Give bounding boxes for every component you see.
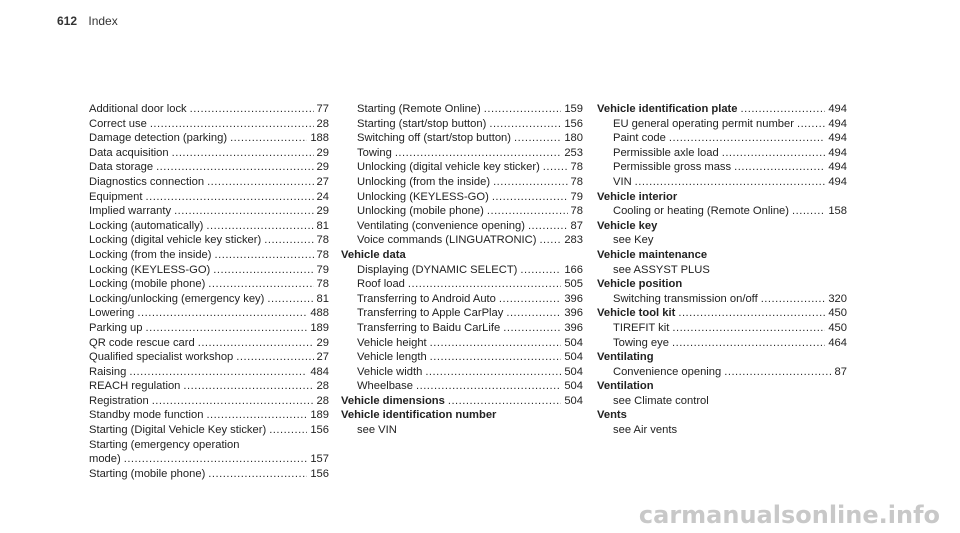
index-entry (597, 233, 847, 248)
page-ref: 79 (316, 263, 329, 276)
page-ref: 283 (564, 234, 583, 247)
leader-dots (230, 131, 307, 146)
leader-dots (236, 350, 313, 365)
page-ref: 78 (316, 248, 329, 261)
index-term: Unlocking (digital vehicle key sticker) (357, 161, 540, 174)
page-ref: 505 (564, 278, 583, 291)
page-ref: 166 (564, 263, 583, 276)
index-entry (341, 204, 583, 219)
index-term: Vehicle length (357, 351, 427, 364)
leader-dots (208, 277, 313, 292)
leader-dots (146, 321, 308, 336)
page-ref: 504 (564, 394, 583, 407)
leader-dots (484, 102, 562, 117)
page-number: 612 (57, 14, 78, 28)
index-term: Data acquisition (89, 146, 169, 159)
page-ref: 180 (564, 132, 583, 145)
page-ref: 28 (316, 380, 329, 393)
leader-dots (183, 379, 313, 394)
index-term: Wheelbase (357, 380, 413, 393)
index-entry (597, 131, 847, 146)
index-entry (89, 146, 329, 161)
leader-dots (150, 117, 314, 132)
leader-dots (408, 277, 561, 292)
index-entry (341, 160, 583, 175)
page-ref: 189 (310, 409, 329, 422)
leader-dots (124, 452, 308, 467)
index-term: Locking (mobile phone) (89, 278, 206, 291)
index-term: Vehicle dimensions (341, 394, 445, 407)
index-entry (89, 248, 329, 263)
leader-dots (543, 160, 568, 175)
index-term: Towing eye (613, 336, 669, 349)
index-term: see VIN (357, 424, 397, 437)
index-term: Unlocking (from the inside) (357, 175, 491, 188)
index-entry (341, 321, 583, 336)
leader-dots (635, 175, 826, 190)
leader-dots (761, 292, 826, 307)
index-term: Starting (mobile phone) (89, 467, 206, 480)
page-ref: 87 (834, 365, 847, 378)
index-column-2 (341, 102, 583, 438)
page-ref: 159 (564, 103, 583, 115)
index-entry (89, 131, 329, 146)
leader-dots (514, 131, 561, 146)
index-entry (89, 160, 329, 175)
page-ref: 29 (316, 146, 329, 159)
index-entry (597, 102, 847, 117)
index-term: see Key (613, 234, 654, 247)
index-entry (597, 204, 847, 219)
leader-dots (190, 102, 314, 117)
leader-dots (146, 190, 314, 205)
index-term: Starting (Remote Online) (357, 103, 481, 115)
index-term: Locking (from the inside) (89, 248, 212, 261)
index-term: Vehicle width (357, 365, 423, 378)
leader-dots (206, 408, 307, 423)
index-entry (341, 175, 583, 190)
page-ref: 494 (828, 161, 847, 174)
page-ref: 396 (564, 307, 583, 320)
leader-dots (672, 336, 825, 351)
page-ref: 81 (316, 292, 329, 305)
leader-dots (416, 379, 561, 394)
index-term: Transferring to Android Auto (357, 292, 496, 305)
index-column-3 (597, 102, 847, 438)
index-column-1 (89, 102, 329, 481)
index-entry (341, 117, 583, 132)
index-entry (89, 321, 329, 336)
leader-dots (499, 292, 561, 307)
index-term: EU general operating permit number (613, 117, 794, 130)
index-term: Roof load (357, 278, 405, 291)
index-term: Switching off (start/stop button) (357, 132, 512, 145)
page-ref: 81 (316, 219, 329, 232)
index-entry (89, 175, 329, 190)
page-ref: 78 (570, 205, 583, 218)
page-ref: 24 (316, 190, 329, 203)
index-term: Data storage (89, 161, 154, 174)
leader-dots (503, 321, 561, 336)
index-entry (341, 292, 583, 307)
page-ref: 78 (570, 175, 583, 188)
index-term: Ventilation (597, 380, 654, 393)
index-entry (597, 306, 847, 321)
page-ref: 78 (316, 278, 329, 291)
index-entry (89, 408, 329, 423)
leader-dots (156, 160, 313, 175)
index-term: Vehicle position (597, 278, 683, 291)
leader-dots (267, 292, 313, 307)
index-term: Voice commands (LINGUATRONIC) (357, 234, 537, 247)
page-ref: 450 (828, 307, 847, 320)
index-term: Damage detection (parking) (89, 132, 228, 145)
index-entry (597, 160, 847, 175)
index-entry (89, 277, 329, 292)
watermark: carmanualsonline.info (638, 501, 940, 529)
index-term: Transferring to Apple CarPlay (357, 307, 504, 320)
index-entry (341, 219, 583, 234)
index-entry (597, 146, 847, 161)
index-entry (597, 350, 847, 365)
index-term: Switching transmission on/off (613, 292, 758, 305)
index-term: Cooling or heating (Remote Online) (613, 205, 789, 218)
index-entry (89, 190, 329, 205)
leader-dots (448, 394, 561, 409)
page-ref: 253 (564, 146, 583, 159)
index-term: Vehicle data (341, 248, 406, 261)
index-term: Permissible axle load (613, 146, 719, 159)
leader-dots (174, 204, 313, 219)
leader-dots (520, 263, 561, 278)
index-term: Permissible gross mass (613, 161, 732, 174)
index-entry (341, 365, 583, 380)
page-ref: 484 (310, 365, 329, 378)
index-entry (341, 146, 583, 161)
leader-dots (792, 204, 825, 219)
index-entry (89, 467, 329, 482)
leader-dots (395, 146, 562, 161)
section-title: Index (88, 14, 118, 28)
leader-dots (741, 102, 826, 117)
page-ref: 494 (828, 103, 847, 115)
index-term: Registration (89, 394, 149, 407)
index-term: Displaying (DYNAMIC SELECT) (357, 263, 518, 276)
index-term: Vehicle key (597, 219, 658, 232)
index-entry (89, 394, 329, 409)
index-entry (341, 131, 583, 146)
index-entry (89, 379, 329, 394)
index-entry (597, 190, 847, 205)
index-term: Correct use (89, 117, 147, 130)
index-entry (597, 336, 847, 351)
index-entry (597, 408, 847, 423)
page-header (57, 14, 118, 28)
index-term: Additional door lock (89, 103, 187, 115)
index-term: Locking (KEYLESS-GO) (89, 263, 211, 276)
leader-dots (207, 175, 313, 190)
page-ref: 494 (828, 175, 847, 188)
leader-dots (506, 306, 561, 321)
index-entry (597, 263, 847, 278)
page-ref: 504 (564, 365, 583, 378)
index-entry (341, 233, 583, 248)
page-ref: 189 (310, 321, 329, 334)
index-entry (89, 263, 329, 278)
leader-dots (797, 117, 825, 132)
leader-dots (206, 219, 313, 234)
index-entry (89, 233, 329, 248)
index-entry (597, 394, 847, 409)
index-term: Vehicle interior (597, 190, 678, 203)
index-entry (89, 452, 329, 467)
index-entry (89, 102, 329, 117)
index-entry (597, 277, 847, 292)
index-entry (597, 175, 847, 190)
index-term: TIREFIT kit (613, 321, 670, 334)
index-term: Qualified specialist workshop (89, 351, 234, 364)
page-ref: 494 (828, 146, 847, 159)
index-term: Locking/unlocking (emergency key) (89, 292, 265, 305)
index-term: QR code rescue card (89, 336, 195, 349)
page-ref: 504 (564, 351, 583, 364)
page-ref: 29 (316, 336, 329, 349)
index-term: see ASSYST PLUS (613, 263, 710, 276)
index-entry (89, 350, 329, 365)
index-entry (597, 423, 847, 438)
leader-dots (198, 336, 314, 351)
page-ref: 29 (316, 161, 329, 174)
index-term: Implied warranty (89, 205, 172, 218)
leader-dots (129, 365, 307, 380)
page-ref: 79 (570, 190, 583, 203)
leader-dots (489, 117, 561, 132)
index-term: Equipment (89, 190, 143, 203)
index-entry (597, 365, 847, 380)
index-term: Unlocking (KEYLESS-GO) (357, 190, 489, 203)
page-ref: 156 (310, 467, 329, 480)
leader-dots (493, 175, 567, 190)
index-term: Raising (89, 365, 127, 378)
page-ref: 29 (316, 205, 329, 218)
index-term: Convenience opening (613, 365, 722, 378)
page-ref: 157 (310, 453, 329, 466)
leader-dots (722, 146, 826, 161)
index-term: Locking (automatically) (89, 219, 204, 232)
index-entry (341, 350, 583, 365)
index-term: Vehicle identification number (341, 409, 497, 422)
page-ref: 158 (828, 205, 847, 218)
index-term: Paint code (613, 132, 666, 145)
leader-dots (213, 263, 313, 278)
index-term: Starting (emergency operation (89, 438, 240, 451)
index-term: Diagnostics connection (89, 175, 205, 188)
index-term: Standby mode function (89, 409, 204, 422)
leader-dots (208, 467, 307, 482)
index-entry (341, 102, 583, 117)
index-term: Vehicle identification plate (597, 103, 738, 115)
index-entry (597, 248, 847, 263)
leader-dots (137, 306, 307, 321)
index-entry (597, 321, 847, 336)
index-term: Ventilating (convenience opening) (357, 219, 525, 232)
leader-dots (724, 365, 831, 380)
index-term: Starting (Digital Vehicle Key sticker) (89, 424, 267, 437)
index-entry (341, 306, 583, 321)
page-ref: 188 (310, 132, 329, 145)
index-term: Vehicle tool kit (597, 307, 676, 320)
index-entry (89, 292, 329, 307)
page-ref: 78 (316, 234, 329, 247)
page-ref: 488 (310, 307, 329, 320)
index-term: REACH regulation (89, 380, 181, 393)
leader-dots (215, 248, 314, 263)
index-term: VIN (613, 175, 632, 188)
index-term: Parking up (89, 321, 143, 334)
leader-dots (264, 233, 313, 248)
index-term: Lowering (89, 307, 135, 320)
page-ref: 494 (828, 117, 847, 130)
index-entry (89, 423, 329, 438)
page-ref: 504 (564, 336, 583, 349)
page-ref: 450 (828, 321, 847, 334)
index-entry (89, 204, 329, 219)
index-term: Ventilating (597, 351, 654, 364)
index-term: see Climate control (613, 394, 709, 407)
index-entry (597, 292, 847, 307)
page-ref: 28 (316, 394, 329, 407)
index-entry (341, 263, 583, 278)
index-term: Starting (start/stop button) (357, 117, 487, 130)
index-entry (341, 408, 583, 423)
index-entry (89, 336, 329, 351)
leader-dots (430, 336, 562, 351)
index-entry (341, 379, 583, 394)
index-term: Vents (597, 409, 627, 422)
index-entry (597, 219, 847, 234)
leader-dots (669, 131, 825, 146)
page-ref: 396 (564, 321, 583, 334)
page-ref: 396 (564, 292, 583, 305)
leader-dots (152, 394, 314, 409)
index-entry (341, 277, 583, 292)
index-term: Towing (357, 146, 392, 159)
leader-dots (678, 306, 825, 321)
index-entry (89, 365, 329, 380)
index-term: mode) (89, 453, 121, 466)
page-ref: 87 (570, 219, 583, 232)
leader-dots (430, 350, 562, 365)
index-term: Locking (digital vehicle key sticker) (89, 234, 262, 247)
page-ref: 494 (828, 132, 847, 145)
page-ref: 77 (316, 103, 329, 115)
leader-dots (528, 219, 568, 234)
leader-dots (492, 190, 568, 205)
page-ref: 156 (310, 424, 329, 437)
leader-dots (734, 160, 825, 175)
page-ref: 27 (316, 175, 329, 188)
index-entry (597, 117, 847, 132)
index-entry (89, 306, 329, 321)
page-ref: 28 (316, 117, 329, 130)
leader-dots (539, 233, 561, 248)
index-term: see Air vents (613, 424, 678, 437)
index-entry (89, 117, 329, 132)
page-ref: 464 (828, 336, 847, 349)
index-entry (89, 438, 329, 453)
leader-dots (269, 423, 307, 438)
page-ref: 156 (564, 117, 583, 130)
index-entry (341, 248, 583, 263)
leader-dots (487, 204, 568, 219)
index-term: Unlocking (mobile phone) (357, 205, 484, 218)
page-ref: 320 (828, 292, 847, 305)
index-term: Transferring to Baidu CarLife (357, 321, 501, 334)
index-term: Vehicle maintenance (597, 248, 708, 261)
index-term: Vehicle height (357, 336, 427, 349)
leader-dots (172, 146, 314, 161)
index-entry (341, 394, 583, 409)
page-ref: 27 (316, 351, 329, 364)
index-entry (341, 423, 583, 438)
index-entry (341, 336, 583, 351)
leader-dots (425, 365, 561, 380)
index-entry (597, 379, 847, 394)
page-ref: 504 (564, 380, 583, 393)
leader-dots (672, 321, 825, 336)
index-entry (89, 219, 329, 234)
page-ref: 78 (570, 161, 583, 174)
index-entry (341, 190, 583, 205)
